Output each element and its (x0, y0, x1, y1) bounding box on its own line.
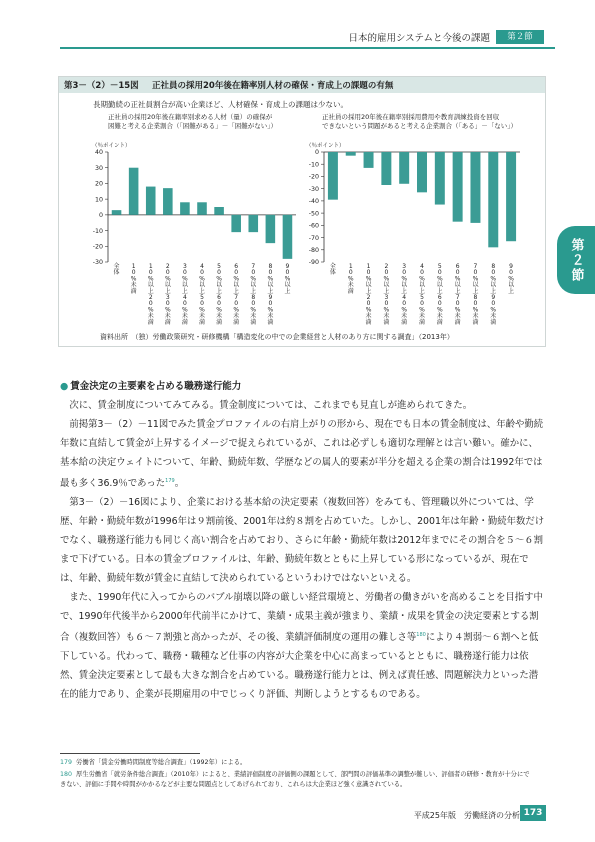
category-label: 6 0 %以上 7 0 %未満 (233, 263, 240, 326)
page-number: 173 (520, 805, 546, 821)
figure-source: 資料出所 （独）労働政策研究・研修機構「構造変化の中での企業経営と人材のあり方に関する調査」（2013年） (100, 333, 454, 341)
body-text (60, 396, 546, 704)
y-tick-label: -90 (308, 259, 319, 267)
category-label: 全体 (329, 263, 336, 277)
category-label: 3 0 %以上 4 0 %未満 (401, 263, 408, 326)
y-tick-label: 20 (94, 180, 103, 188)
paragraph (60, 415, 546, 493)
chart1-subtitle-line2: 困難と考える企業割合（「困難がある」－「困難がない」） (108, 122, 277, 130)
y-tick-label: -30 (308, 185, 319, 193)
paragraph-text: 前掲第3－（2）－11図でみた賃金プロファイルの右肩上がりの形から、現在でも日本の賃金制度は、年齢や勤続年数に直結して賃金が上昇するイメージで捉えられているが、これは必ずしも適切な理解とは言い難い。確かに、基本給の決定ウェイトについて、年齢、勤続年数、学歴などの属人的要素が半分を超える企業の割合は1992年では最も多く36.9％であった (60, 419, 544, 490)
category-label: 3 0 %以上 4 0 %未満 (181, 263, 188, 326)
footer-publication: 平成25年版 労働経済の分析 (413, 811, 520, 820)
chart1-subtitle-line1: 正社員の採用20年後在籍率別求める人材（量）の確保が (108, 113, 273, 121)
category-label: 4 0 %以上 5 0 %未満 (198, 263, 206, 326)
figure-label: 第3－（2）－15図 (64, 81, 139, 91)
y-tick-label: -40 (308, 198, 319, 206)
paragraph-text: 。 (174, 478, 185, 490)
footnote-text: 労働省「賃金労働時間制度等総合調査」（1992年）による。 (76, 759, 247, 766)
footnote-number: 179 (60, 759, 73, 766)
y-tick-label: 0 (314, 149, 319, 157)
y-tick-label: -10 (92, 227, 103, 235)
y-tick-label: -20 (308, 173, 319, 181)
y-tick-label: 10 (94, 196, 103, 204)
chart2-subtitle-line2: できないという問題があると考える企業割合（「ある」－「ない」） (322, 122, 517, 130)
category-label: 7 0 %以上 8 0 %未満 (250, 263, 257, 326)
y-tick-label: 40 (94, 149, 103, 157)
footnote (60, 770, 530, 790)
header-rule (60, 47, 555, 49)
category-label: 8 0 %以上 9 0 %未満 (490, 263, 497, 326)
category-label: 7 0 %以上 8 0 %未満 (472, 263, 479, 326)
category-label: 1 0 %以上 2 0 %未満 (365, 263, 372, 326)
y-tick-label: -10 (308, 161, 319, 169)
y-tick-label: -50 (308, 210, 319, 218)
chart2-subtitle-line1: 正社員の採用20年後在籍率別採用費用や教育訓練投資を回収 (322, 113, 500, 121)
footnote-ref[interactable]: 180 (416, 632, 426, 639)
running-header-title: 日本的雇用システムと今後の課題 (348, 33, 490, 44)
y-tick-label: -80 (308, 246, 319, 254)
category-label: 5 0 %以上 6 0 %未満 (216, 263, 223, 326)
figure-caption: 長期勤続の正社員割合が高い企業ほど、人材確保・育成上の課題は少ない。 (93, 100, 348, 109)
category-label: 1 0 %以上 2 0 %未満 (147, 263, 154, 326)
category-label: 全体 (113, 263, 120, 277)
paragraph (60, 588, 546, 704)
footnote-ref[interactable]: 179 (165, 478, 175, 484)
side-section-tab: 第２節 (557, 226, 595, 294)
category-label: 5 0 %以上 6 0 %未満 (436, 263, 443, 326)
category-label: 8 0 %以上 9 0 %未満 (267, 263, 274, 326)
category-label: 2 0 %以上 3 0 %未満 (164, 263, 171, 326)
paragraph: 第3－（2）－16図により、企業における基本給の決定要素（複数回答）をみても、管理職以外については、学歴、年齢・勤続年数が1996年は９割前後、2001年は約８割を占めていた。しかし、2001年は年齢・勤続年数だけでなく、職務遂行能力も同じく高い割合を占めており、さらに年齢・勤続年数は2012年までにその割合を５～６割まで下げている。日本の賃金プロファイルは、年齢、勤続年数とともに上昇している形になっているが、現在では、年齢、勤続年数が賃金に直結して決められているというわけではないといえる。 (60, 497, 545, 585)
y-tick-label: -60 (308, 222, 319, 230)
paragraph: 次に、賃金制度についてみてみる。賃金制度については、これまでも見直しが進められてきた。 (69, 400, 473, 411)
chart2-unit-label: （％ポイント） (306, 143, 345, 149)
y-tick-label: 30 (94, 164, 103, 172)
category-label: 6 0 %以上 7 0 %未満 (454, 263, 461, 326)
footnote-rule (60, 753, 200, 754)
paragraph-text: また、1990年代に入ってからのバブル崩壊以降の厳しい経営環境と、労働者の働きがいを高めることを目指す中で、1990年代後半から2000年代前半にかけて、業績・成果主義が強まり、業績・成果を賃金の決定要素とする割合（複数回答）も６～７割強と高かったが、その後、業績評価制度の運用の難しさ等 (60, 592, 543, 644)
category-label: 4 0 %以上 5 0 %未満 (418, 263, 426, 326)
category-label: 9 0 %以上 (508, 263, 515, 295)
category-label: 1 0 %未満 (130, 263, 137, 295)
section-heading (60, 378, 241, 392)
category-label: 9 0 %以上 (284, 263, 291, 295)
chart1-unit-label: （％ポイント） (92, 143, 131, 149)
y-tick-label: -20 (92, 243, 103, 251)
figure-title: 正社員の採用20年後在籍率別人材の確保・育成上の課題の有無 (152, 81, 394, 91)
footnote (60, 758, 246, 768)
y-tick-label: -30 (92, 259, 103, 267)
category-label: 1 0 %未満 (347, 263, 354, 295)
bullet-icon: ● (60, 381, 69, 392)
section-heading-text: 賃金決定の主要素を占める職務遂行能力 (70, 381, 242, 392)
section-badge: 第２節 (496, 30, 544, 44)
y-tick-label: 0 (98, 212, 103, 220)
footnote-text: 厚生労働省「就労条件総合調査」（2010年）によると、業績評価制度の評価側の課題として、部門間の評価基準の調整が難しい、評価者の研修・教育が十分にできない、評価に手間や時間がかかるなどが主要な問題点としてあげられており、これらは大企業ほど強く意識されている。 (60, 771, 530, 788)
footnote-number: 180 (60, 771, 73, 778)
category-label: 2 0 %以上 3 0 %未満 (383, 263, 390, 326)
y-tick-label: -70 (308, 234, 319, 242)
paragraph-text: により４割弱～６割へと低下している。代わって、職務・職種など仕事の内容が大企業を中心に高まっているとともに、職務遂行能力は依然、賃金決定要素として最も大きな割合を占めている。職務遂行能力とは、例えば責任感、問題解決力といった潜在的能力であり、企業が長期雇用の中でじっくり評価、判断しようとするものである。 (60, 632, 539, 701)
